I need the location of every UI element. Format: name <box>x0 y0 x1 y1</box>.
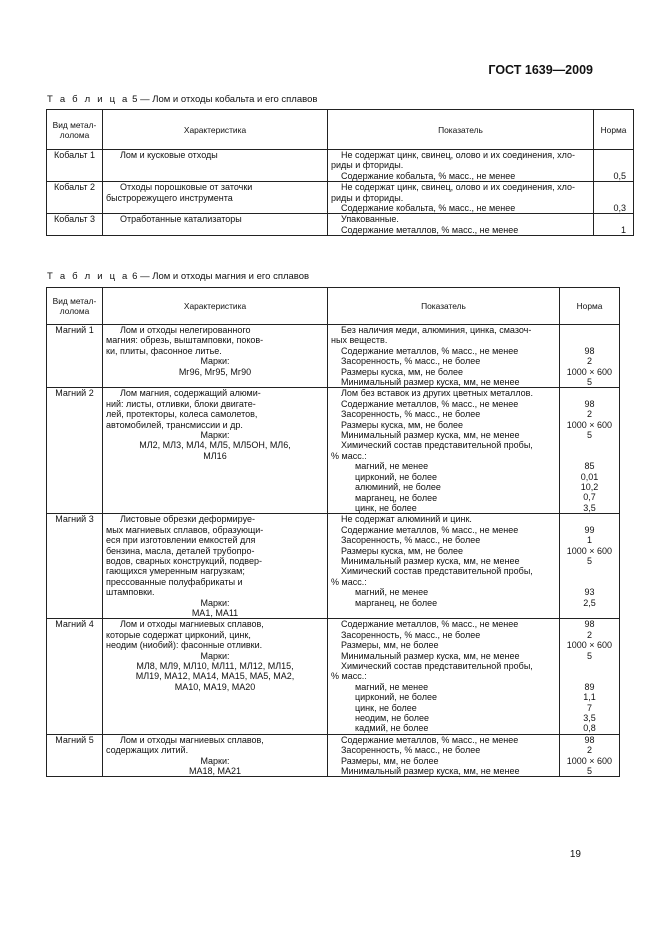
characteristic-line: Отработанные катализаторы <box>120 214 242 225</box>
indicator-line: Засоренность, % масс., не более <box>341 745 481 756</box>
characteristic-line: автомобилей, трансмиссии и др. <box>106 419 243 430</box>
metal-type-cell <box>47 734 103 777</box>
characteristic-cell <box>103 214 328 236</box>
norm-value <box>563 671 616 681</box>
characteristic-line: МА10, МА19, МА20 <box>174 681 256 692</box>
norm-value: 0,3 <box>613 203 626 213</box>
norm-value: 3,5 <box>583 713 596 723</box>
indicator-line: Содержание металлов, % масс., не менее <box>341 619 519 630</box>
norm-value: 93 <box>584 587 595 598</box>
norm-value <box>563 566 616 576</box>
indicator-line: Размеры, мм, не более <box>341 640 439 651</box>
norm-cell <box>560 734 620 777</box>
table-row <box>47 734 620 777</box>
indicator-line: Засоренность, % масс., не более <box>341 409 481 420</box>
indicator-line: магний, не менее <box>355 587 429 598</box>
norm-value: 5 <box>586 555 592 566</box>
table-row <box>47 214 634 236</box>
norm-value: 98 <box>584 398 595 409</box>
indicator-line: Содержание металлов, % масс., не менее <box>341 398 519 409</box>
norm-value: 1000 × 600 <box>566 640 612 651</box>
indicator-line: Минимальный размер куска, мм, не менее <box>341 430 520 441</box>
norm-value: 2 <box>586 629 592 640</box>
table5-header <box>47 110 634 150</box>
norm-value: 99 <box>584 524 595 535</box>
indicator-line: Химический состав представительной пробы, <box>341 440 533 451</box>
metal-type: Кобальт 2 <box>53 182 96 193</box>
norm-value: 0,01 <box>580 471 599 482</box>
norm-value <box>597 150 630 160</box>
metal-type: Магний 4 <box>55 619 94 630</box>
norm-cell <box>560 325 620 388</box>
table-row <box>47 388 620 514</box>
table5 <box>46 109 634 236</box>
table-row <box>47 150 634 182</box>
norm-value: 0,7 <box>583 492 596 503</box>
metal-type-cell <box>47 182 103 214</box>
characteristic-cell <box>103 325 328 388</box>
norm-cell <box>560 388 620 514</box>
indicator-line: Содержание металлов, % масс., не менее <box>341 224 519 235</box>
indicator-line: Минимальный размер куска, мм, не менее <box>341 555 520 566</box>
indicator-line: Засоренность, % масс., не более <box>341 535 481 546</box>
characteristic-line: водов, сварных конструкций, подвер- <box>106 555 262 566</box>
norm-value: 1 <box>586 535 592 546</box>
norm-cell <box>594 182 634 214</box>
table5-body <box>47 150 634 236</box>
indicator-line: Размеры куска, мм, не более <box>341 419 464 430</box>
indicator-line: Не содержат алюминий и цинк. <box>341 514 472 525</box>
indicator-line: ных веществ. <box>331 335 388 346</box>
norm-value: 5 <box>586 650 592 661</box>
table6-body <box>47 325 620 777</box>
characteristic-line: Лом и отходы магниевых сплавов, <box>120 619 264 630</box>
norm-value: 89 <box>584 681 595 692</box>
characteristic-line: прессованные полуфабрикаты и <box>106 576 243 587</box>
indicator-cell <box>328 734 560 777</box>
norm-value: 1000 × 600 <box>566 366 612 377</box>
characteristic-line: Мг96, Мг95, Мг90 <box>178 366 252 377</box>
norm-value: 1000 × 600 <box>566 545 612 556</box>
indicator-line: Размеры, мм, не более <box>341 755 439 766</box>
characteristic-line: неодим (ниобий): фасонные отливки. <box>106 640 263 651</box>
indicator-line: цинк, не более <box>355 702 417 713</box>
characteristic-line: МЛ19, МА12, МА14, МА15, МА5, МА2, <box>135 671 295 682</box>
characteristic-line: штамповки. <box>106 587 155 598</box>
metal-type-cell <box>47 325 103 388</box>
table6-caption: Т а б л и ц а 6 — Лом и отходы магния и его сплавов <box>47 271 310 282</box>
metal-type-cell <box>47 214 103 236</box>
characteristic-line: Листовые обрезки деформируе- <box>120 514 255 525</box>
indicator-line: % масс.: <box>331 450 367 461</box>
indicator-cell <box>328 514 560 619</box>
indicator-line: риды и фториды. <box>331 192 404 203</box>
metal-type: Кобальт 1 <box>53 150 96 160</box>
col-header-indicator: Показатель <box>328 288 560 325</box>
metal-type: Магний 1 <box>55 325 94 335</box>
norm-cell <box>560 514 620 619</box>
characteristic-line: МЛ16 <box>203 450 227 461</box>
indicator-line: Лом без вставок из других цветных металлов. <box>341 388 533 399</box>
table5-caption: Т а б л и ц а 5 — Лом и отходы кобальта и его сплавов <box>47 94 318 105</box>
metal-type-cell <box>47 150 103 182</box>
indicator-line: Минимальный размер куска, мм, не менее <box>341 650 520 661</box>
norm-value: 0,5 <box>613 170 626 181</box>
characteristic-line: МЛ8, МЛ9, МЛ10, МЛ11, МЛ12, МЛ15, <box>136 661 294 671</box>
table-row <box>47 182 634 214</box>
characteristic-cell <box>103 734 328 777</box>
metal-type: Магний 3 <box>55 514 94 525</box>
metal-type: Кобальт 3 <box>53 214 96 225</box>
characteristic-line: Марки: <box>200 650 230 661</box>
norm-value <box>597 182 630 192</box>
characteristic-cell <box>103 388 328 514</box>
characteristic-line: ний: листы, отливки, блоки двигате- <box>106 398 256 409</box>
norm-value <box>597 214 630 224</box>
norm-value: 5 <box>586 377 592 387</box>
col-header-norm: Норма <box>560 288 620 325</box>
characteristic-line: мых магниевых сплавов, образующи- <box>106 524 264 535</box>
norm-value: 1000 × 600 <box>566 755 612 766</box>
page-number: 19 <box>569 849 581 860</box>
characteristic-line: Марки: <box>200 430 230 441</box>
norm-value: 2 <box>586 745 592 756</box>
indicator-line: риды и фториды. <box>331 160 404 171</box>
table-row <box>47 619 620 734</box>
norm-value: 7 <box>586 702 592 713</box>
indicator-cell <box>328 214 594 236</box>
characteristic-line: Марки: <box>200 356 230 367</box>
indicator-line: Засоренность, % масс., не более <box>341 629 481 640</box>
indicator-line: марганец, не более <box>355 492 438 503</box>
indicator-line: Содержание кобальта, % масс., не менее <box>341 203 516 214</box>
indicator-line: Не содержат цинк, свинец, олово и их соединения, хло- <box>341 150 575 160</box>
norm-cell <box>560 619 620 734</box>
indicator-line: магний, не менее <box>355 681 429 692</box>
metal-type-cell <box>47 514 103 619</box>
col-header-indicator: Показатель <box>328 110 594 150</box>
indicator-line: Содержание кобальта, % масс., не менее <box>341 170 516 181</box>
indicator-line: цинк, не более <box>355 502 417 513</box>
norm-value: 98 <box>584 619 595 630</box>
indicator-line: Химический состав представительной пробы, <box>341 661 533 671</box>
indicator-line: неодим, не более <box>355 713 429 724</box>
norm-value <box>563 514 616 524</box>
norm-value: 10,2 <box>580 482 599 493</box>
characteristic-line: гающихся умеренным нагрузкам; <box>106 566 245 577</box>
col-header-characteristic: Характеристика <box>103 288 328 325</box>
norm-value <box>563 335 616 345</box>
characteristic-line: магния: обрезь, выштамповки, поков- <box>106 335 264 346</box>
norm-value <box>563 440 616 450</box>
norm-value: 0,8 <box>583 723 596 734</box>
norm-value: 5 <box>586 430 592 441</box>
norm-value: 85 <box>584 461 595 472</box>
indicator-line: магний, не менее <box>355 461 429 472</box>
col-header-type: Вид метал- лолома <box>47 288 103 325</box>
indicator-line: Размеры куска, мм, не более <box>341 545 464 556</box>
norm-value <box>597 160 630 170</box>
metal-type: Магний 2 <box>55 388 94 399</box>
characteristic-cell <box>103 182 328 214</box>
norm-value: 98 <box>584 734 595 745</box>
norm-cell <box>594 150 634 182</box>
table6 <box>46 287 620 777</box>
characteristic-line: быстрорежущего инструмента <box>106 192 233 203</box>
indicator-line: Содержание металлов, % масс., не менее <box>341 345 519 356</box>
col-header-norm: Норма <box>594 110 634 150</box>
indicator-line: Упакованные. <box>341 214 399 225</box>
indicator-line: цирконий, не более <box>355 471 437 482</box>
norm-value: 2 <box>586 356 592 367</box>
characteristic-cell <box>103 514 328 619</box>
norm-value: 1 <box>620 224 626 235</box>
norm-value <box>563 451 616 461</box>
metal-type-cell <box>47 619 103 734</box>
norm-value: 98 <box>584 345 595 356</box>
indicator-line: Не содержат цинк, свинец, олово и их соединения, хло- <box>341 182 575 193</box>
metal-type-cell <box>47 388 103 514</box>
norm-value <box>563 661 616 671</box>
characteristic-line: бензина, масла, деталей трубопро- <box>106 545 255 556</box>
characteristic-cell <box>103 619 328 734</box>
indicator-cell <box>328 182 594 214</box>
indicator-cell <box>328 325 560 388</box>
norm-value: 2,5 <box>583 597 596 608</box>
characteristic-line: Марки: <box>200 755 230 766</box>
indicator-cell <box>328 150 594 182</box>
norm-value <box>563 325 616 335</box>
indicator-line: % масс.: <box>331 671 367 682</box>
indicator-line: Содержание металлов, % масс., не менее <box>341 524 519 535</box>
indicator-line: Минимальный размер куска, мм, не менее <box>341 377 520 388</box>
indicator-line: цирконий, не более <box>355 692 437 703</box>
table-row <box>47 325 620 388</box>
norm-value <box>563 388 616 398</box>
characteristic-line: которые содержат цирконий, цинк, <box>106 629 251 640</box>
standard-header: ГОСТ 1639—2009 <box>488 63 593 77</box>
characteristic-line: Лом магния, содержащий алюми- <box>120 388 261 399</box>
indicator-line: Размеры куска, мм, не более <box>341 366 464 377</box>
metal-type: Магний 5 <box>55 734 94 745</box>
indicator-cell <box>328 388 560 514</box>
characteristic-line: еся при изготовлении емкостей для <box>106 535 256 546</box>
characteristic-line: МЛ2, МЛ3, МЛ4, МЛ5, МЛ5ОН, МЛ6, <box>139 440 291 451</box>
indicator-line: Засоренность, % масс., не более <box>341 356 481 367</box>
norm-value <box>563 577 616 587</box>
norm-value <box>597 193 630 203</box>
indicator-line: Содержание металлов, % масс., не менее <box>341 734 519 745</box>
characteristic-line: лей, протекторы, колеса самолетов, <box>106 409 258 420</box>
indicator-line: кадмий, не более <box>355 723 429 734</box>
col-header-characteristic: Характеристика <box>103 110 328 150</box>
norm-value: 1000 × 600 <box>566 419 612 430</box>
characteristic-cell <box>103 150 328 182</box>
col-header-type: Вид метал- лолома <box>47 110 103 150</box>
indicator-cell <box>328 619 560 734</box>
characteristic-line: Лом и кусковые отходы <box>120 150 218 160</box>
indicator-line: Химический состав представительной пробы, <box>341 566 533 577</box>
characteristic-line: Отходы порошковые от заточки <box>120 182 253 193</box>
norm-value: 5 <box>586 766 592 777</box>
norm-value: 3,5 <box>583 502 596 513</box>
characteristic-line: Марки: <box>200 597 230 608</box>
table6-header <box>47 288 620 325</box>
norm-value: 2 <box>586 409 592 420</box>
indicator-line: марганец, не более <box>355 597 438 608</box>
characteristic-line: МА18, МА21 <box>188 766 242 777</box>
characteristic-line: МА1, МА11 <box>191 607 239 618</box>
indicator-line: Без наличия меди, алюминия, цинка, смазоч- <box>341 325 532 335</box>
indicator-line: Минимальный размер куска, мм, не менее <box>341 766 520 777</box>
characteristic-line: содержащих литий. <box>106 745 189 756</box>
table-row <box>47 514 620 619</box>
norm-cell <box>594 214 634 236</box>
indicator-line: % масс.: <box>331 576 367 587</box>
characteristic-line: Лом и отходы магниевых сплавов, <box>120 734 264 745</box>
characteristic-line: Лом и отходы нелегированного <box>120 325 251 335</box>
norm-value: 1,1 <box>583 692 596 703</box>
indicator-line: алюминий, не более <box>355 482 441 493</box>
characteristic-line: ки, плиты, фасонное литье. <box>106 345 222 356</box>
